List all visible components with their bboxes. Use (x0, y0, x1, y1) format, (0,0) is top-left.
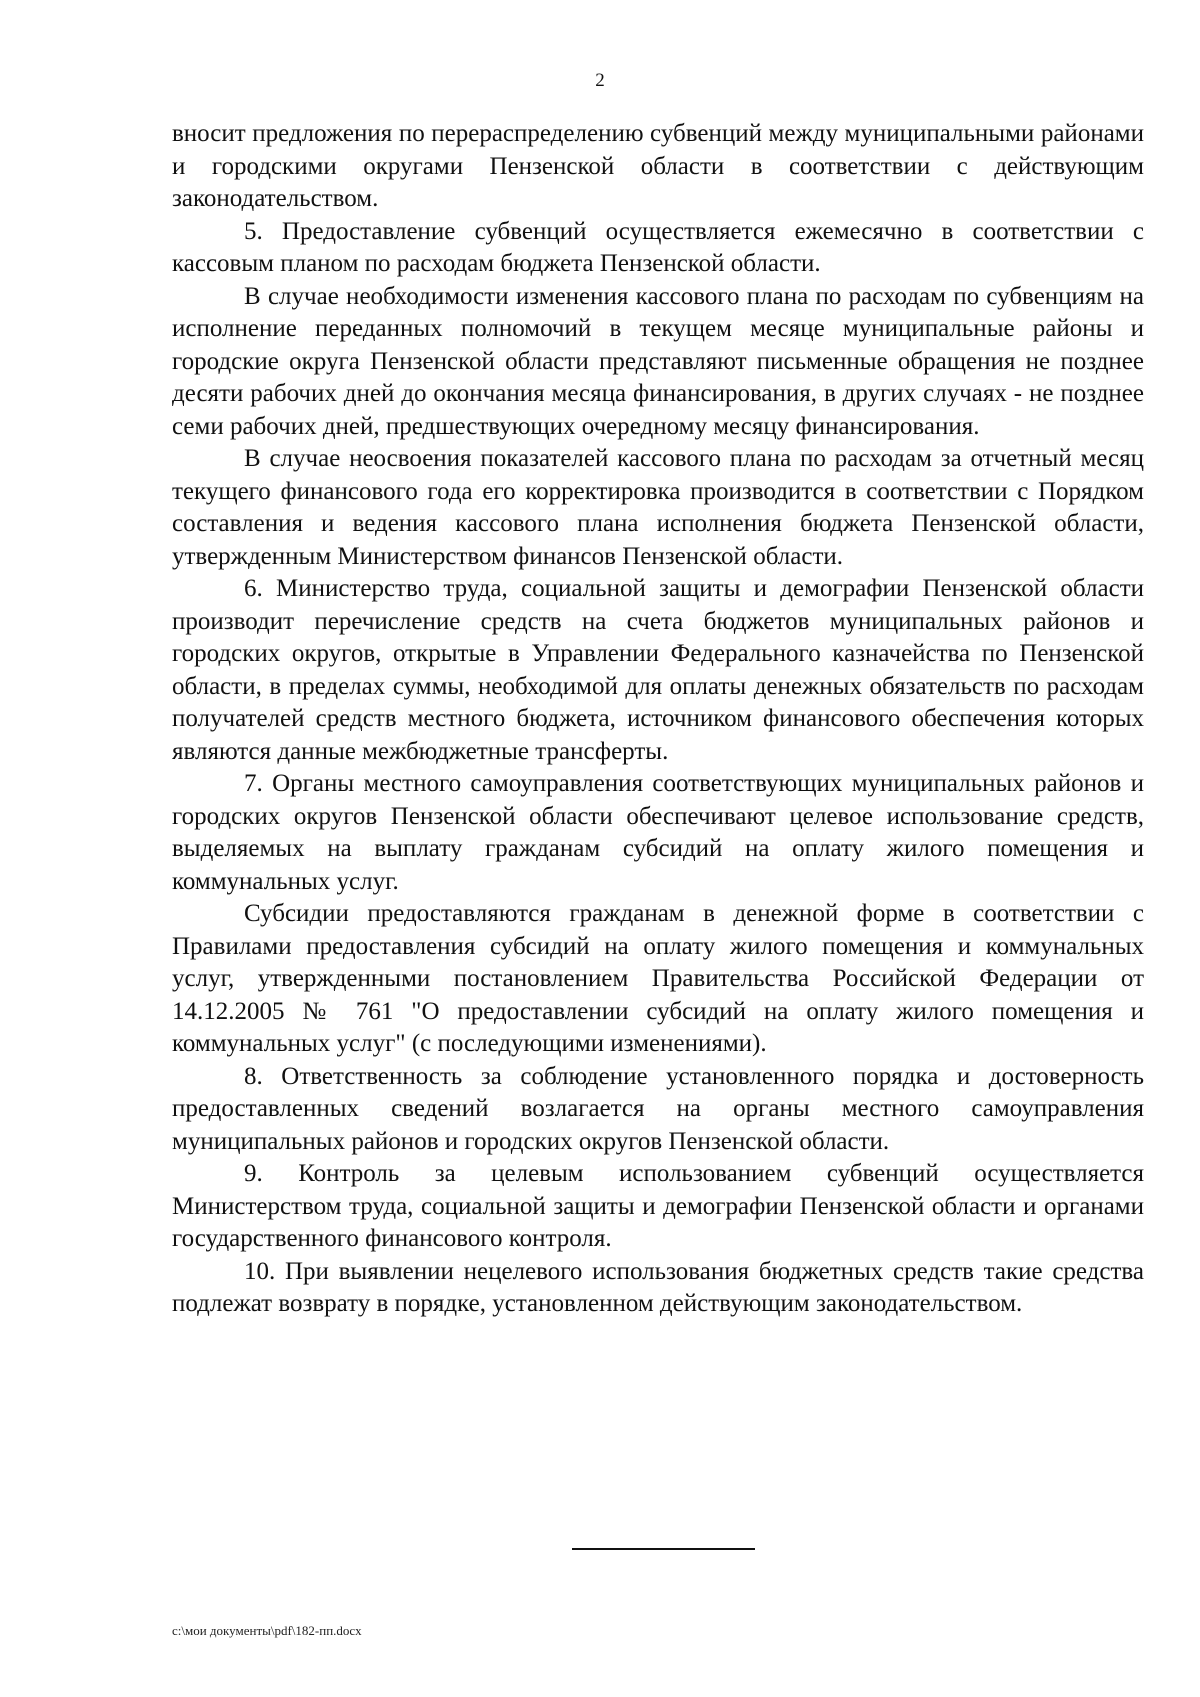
paragraph-item-6: 6. Министерство труда, социальной защиты и демографии Пензенской области производит перечисление средств на счета бюджетов муниципальных районов и городских округов, открытые в Управлении Федерального казначейства по Пензенской области, в пределах суммы, необходимой для оплаты денежных обязательств по расходам получателей средств местного бюджета, источником финансового обеспечения которых являются данные межбюджетные трансферты. (172, 575, 1144, 765)
page-number: 2 (595, 70, 605, 91)
paragraph-cash-plan-change: В случае необходимости изменения кассового плана по расходам по субвенциям на исполнение переданных полномочий в текущем месяце муниципальные районы и городские округа Пензенской области представляют письменные обращения не позднее десяти рабочих дней до окончания месяца финансирования, в других случаях - не позднее семи рабочих дней, предшествующих очередному месяцу финансирования. (172, 282, 1144, 440)
paragraph-item-8: 8. Ответственность за соблюдение установленного порядка и достоверность предоставленных сведений возлагается на органы местного самоуправления муниципальных районов и городских округов Пензенской области. (172, 1062, 1144, 1155)
paragraph-subsidies: Субсидии предоставляются гражданам в денежной форме в соответствии с Правилами предоставления субсидий на оплату жилого помещения и коммунальных услуг, утвержденными постановлением Правительства Российской Федерации от 14.12.2005 № 761 "О предоставлении субсидий на оплату жилого помещения и коммунальных услуг" (с последующими изменениями). (172, 900, 1144, 1057)
paragraph-continuation: вносит предложения по перераспределению субвенций между муниципальными районами и городскими округами Пензенской области в соответствии с действующим законодательством. (172, 120, 1144, 212)
paragraph-item-5: 5. Предоставление субвенций осуществляется ежемесячно в соответствии с кассовым планом по расходам бюджета Пензенской области. (172, 217, 1144, 277)
paragraph-item-10: 10. При выявлении нецелевого использования бюджетных средств такие средства подлежат возврату в порядке, установленном действующим законодательством. (172, 1257, 1144, 1317)
paragraph-cash-plan-correction: В случае неосвоения показателей кассового плана по расходам за отчетный месяц текущего финансового года его корректировка производится в соответствии с Порядком составления и ведения кассового плана исполнения бюджета Пензенской области, утвержденным Министерством финансов Пензенской области. (172, 445, 1144, 570)
document-end-rule (572, 1548, 755, 1550)
document-body (172, 118, 1144, 1321)
paragraph-item-9: 9. Контроль за целевым использованием субвенций осуществляется Министерством труда, социальной защиты и демографии Пензенской области и органами государственного финансового контроля. (172, 1160, 1144, 1252)
file-path-footer: c:\мои документы\pdf\182-пп.docx (172, 1623, 362, 1638)
paragraph-item-7: 7. Органы местного самоуправления соответствующих муниципальных районов и городских округов Пензенской области обеспечивают целевое использование средств, выделяемых на выплату гражданам субсидий на оплату жилого помещения и коммунальных услуг. (172, 770, 1144, 895)
